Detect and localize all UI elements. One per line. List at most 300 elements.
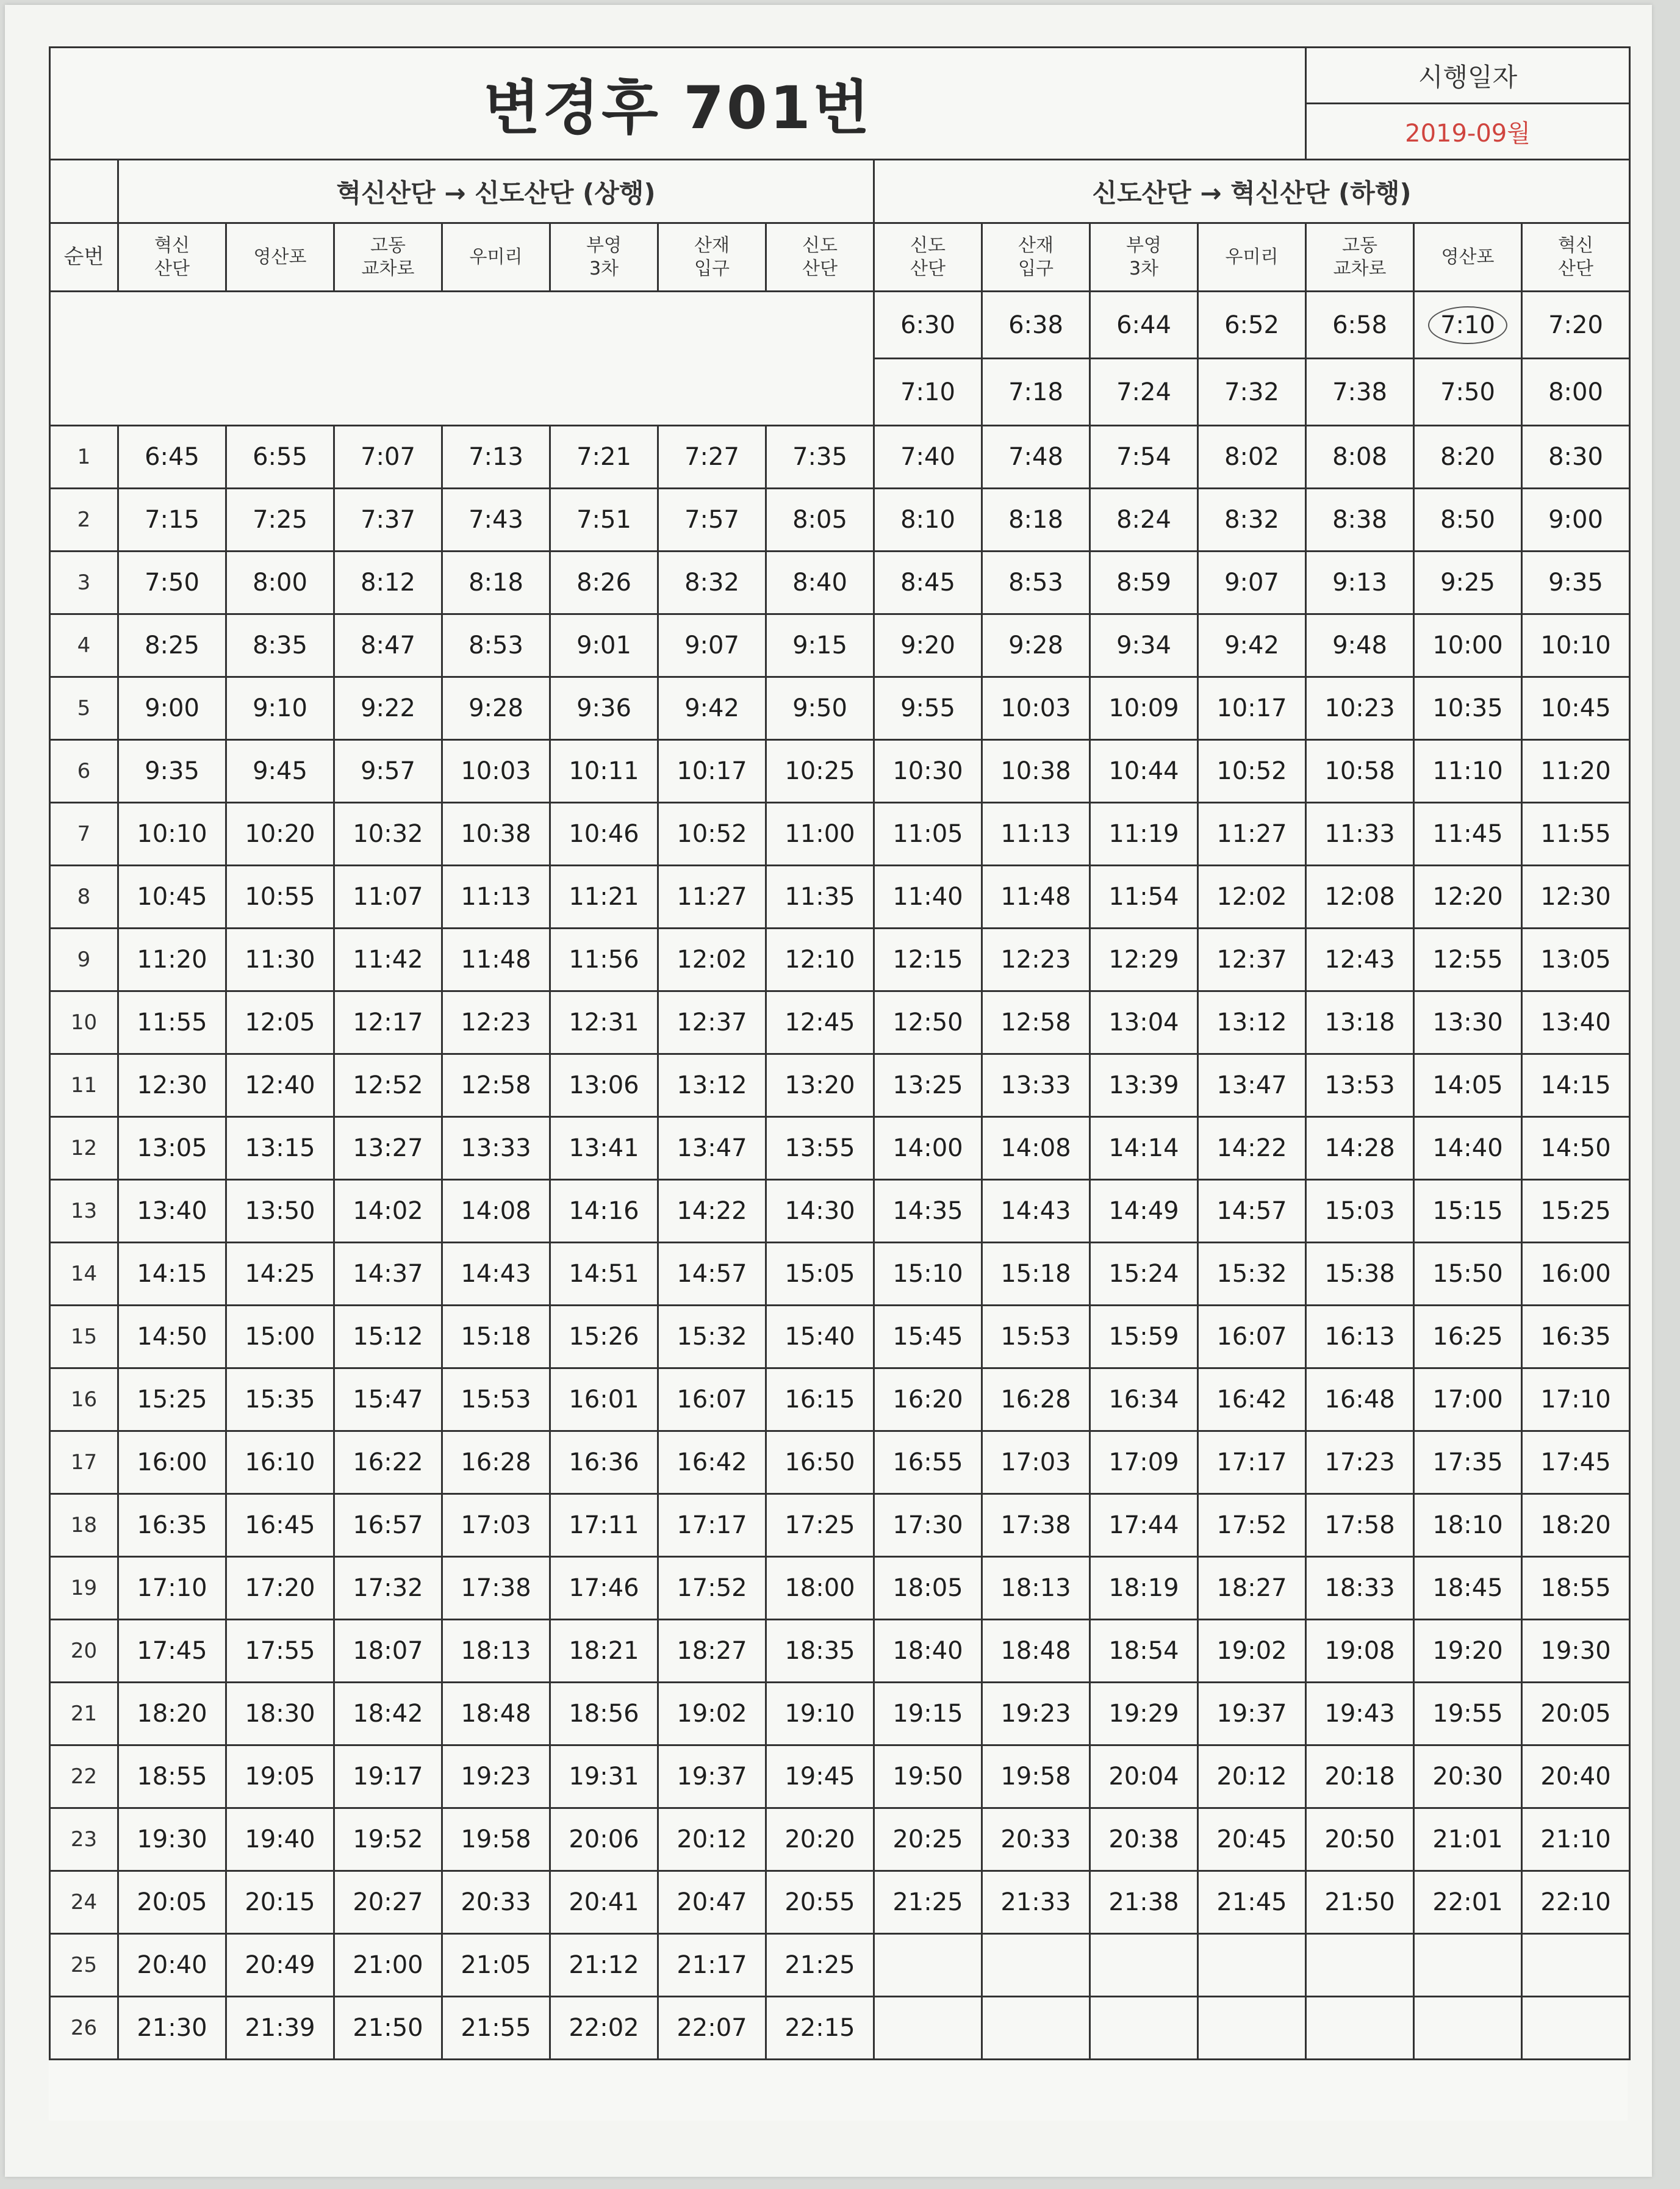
up-time-cell: 17:46: [550, 1557, 658, 1620]
down-time-cell: 14:43: [982, 1180, 1090, 1243]
up-time-cell: 17:52: [658, 1557, 766, 1620]
down-time-cell: 12:43: [1306, 929, 1414, 991]
up-time-cell: 8:26: [550, 552, 658, 614]
down-time-cell: 17:17: [1198, 1431, 1306, 1494]
up-stop-header: 고동 교차로: [334, 223, 442, 292]
down-time-cell: 12:23: [982, 929, 1090, 991]
down-time-cell: 17:03: [982, 1431, 1090, 1494]
up-time-cell: 12:45: [766, 991, 874, 1054]
up-time-cell: 10:38: [442, 803, 550, 866]
down-time-cell: 10:10: [1522, 614, 1630, 677]
up-time-cell: 10:46: [550, 803, 658, 866]
down-time-cell: 17:00: [1414, 1368, 1522, 1431]
down-time-cell: 9:00: [1522, 489, 1630, 552]
down-time-cell: 21:25: [874, 1871, 982, 1934]
down-time-cell: 6:44: [1090, 292, 1198, 359]
down-time-cell: 17:30: [874, 1494, 982, 1557]
down-time-cell: 12:20: [1414, 866, 1522, 929]
down-time-cell: 20:05: [1522, 1683, 1630, 1745]
up-time-cell: 18:13: [442, 1620, 550, 1683]
down-stop-header: 우미리: [1198, 223, 1306, 292]
down-time-cell: 16:35: [1522, 1306, 1630, 1368]
up-time-cell: 10:17: [658, 740, 766, 803]
down-time-cell: 16:48: [1306, 1368, 1414, 1431]
up-time-cell: 17:32: [334, 1557, 442, 1620]
down-time-cell: 15:18: [982, 1243, 1090, 1306]
up-time-cell: 17:17: [658, 1494, 766, 1557]
up-time-cell: 9:07: [658, 614, 766, 677]
seq-number: 1: [50, 426, 118, 489]
up-time-cell: 21:55: [442, 1997, 550, 2060]
down-time-cell: 12:08: [1306, 866, 1414, 929]
up-time-cell: 8:18: [442, 552, 550, 614]
up-time-cell: 18:48: [442, 1683, 550, 1745]
up-time-cell: 10:03: [442, 740, 550, 803]
table-row: [50, 929, 1630, 991]
down-time-cell: 14:57: [1198, 1180, 1306, 1243]
down-time-cell: 12:15: [874, 929, 982, 991]
up-time-cell: 9:50: [766, 677, 874, 740]
up-time-cell: 13:15: [226, 1117, 334, 1180]
down-time-cell: [1522, 1934, 1630, 1997]
down-time-cell: 7:20: [1522, 292, 1630, 359]
down-time-cell: 19:43: [1306, 1683, 1414, 1745]
down-time-cell: 14:00: [874, 1117, 982, 1180]
up-time-cell: 17:20: [226, 1557, 334, 1620]
down-time-cell: [1522, 1997, 1630, 2060]
down-time-cell: 8:18: [982, 489, 1090, 552]
seq-number: 13: [50, 1180, 118, 1243]
up-time-cell: 18:42: [334, 1683, 442, 1745]
down-time-cell: 6:52: [1198, 292, 1306, 359]
down-time-cell: 16:42: [1198, 1368, 1306, 1431]
up-time-cell: 17:10: [118, 1557, 226, 1620]
down-time-cell: 13:39: [1090, 1054, 1198, 1117]
seq-number: 19: [50, 1557, 118, 1620]
up-time-cell: 19:10: [766, 1683, 874, 1745]
down-time-cell: 8:45: [874, 552, 982, 614]
up-time-cell: 11:55: [118, 991, 226, 1054]
table-row: [50, 1808, 1630, 1871]
down-time-cell: 10:35: [1414, 677, 1522, 740]
up-time-cell: 10:55: [226, 866, 334, 929]
seq-number: 18: [50, 1494, 118, 1557]
up-time-cell: 8:53: [442, 614, 550, 677]
up-time-cell: 6:45: [118, 426, 226, 489]
up-time-cell: 14:57: [658, 1243, 766, 1306]
up-time-cell: 6:55: [226, 426, 334, 489]
down-time-cell: 9:55: [874, 677, 982, 740]
up-time-cell: 20:20: [766, 1808, 874, 1871]
down-stop-header: 신도 산단: [874, 223, 982, 292]
down-time-cell: 11:45: [1414, 803, 1522, 866]
table-row: [50, 489, 1630, 552]
down-time-cell: 20:33: [982, 1808, 1090, 1871]
seq-number: 23: [50, 1808, 118, 1871]
down-time-cell: 17:44: [1090, 1494, 1198, 1557]
up-time-cell: 14:02: [334, 1180, 442, 1243]
seq-number: 24: [50, 1871, 118, 1934]
table-row: [50, 1997, 1630, 2060]
up-time-cell: 19:40: [226, 1808, 334, 1871]
up-time-cell: 16:07: [658, 1368, 766, 1431]
seq-number: 6: [50, 740, 118, 803]
up-time-cell: 12:58: [442, 1054, 550, 1117]
down-time-cell: [982, 1997, 1090, 2060]
down-time-cell: 19:15: [874, 1683, 982, 1745]
table-row: [50, 614, 1630, 677]
up-time-cell: 9:15: [766, 614, 874, 677]
up-time-cell: 19:02: [658, 1683, 766, 1745]
down-time-cell: 11:54: [1090, 866, 1198, 929]
up-time-cell: 13:05: [118, 1117, 226, 1180]
bus-timetable: [49, 46, 1631, 2060]
up-time-cell: 19:31: [550, 1745, 658, 1808]
down-time-cell: 18:55: [1522, 1557, 1630, 1620]
down-time-cell: 7:10: [874, 359, 982, 426]
down-time-cell: 13:04: [1090, 991, 1198, 1054]
up-time-cell: 20:49: [226, 1934, 334, 1997]
up-time-cell: 22:15: [766, 1997, 874, 2060]
down-time-cell: 8:59: [1090, 552, 1198, 614]
up-time-cell: 7:35: [766, 426, 874, 489]
up-time-cell: 14:50: [118, 1306, 226, 1368]
down-time-cell: 21:10: [1522, 1808, 1630, 1871]
up-time-cell: 17:55: [226, 1620, 334, 1683]
table-row: [50, 1117, 1630, 1180]
down-time-cell: 19:30: [1522, 1620, 1630, 1683]
table-row: [50, 677, 1630, 740]
up-time-cell: 9:57: [334, 740, 442, 803]
up-time-cell: 13:55: [766, 1117, 874, 1180]
down-time-cell: 17:52: [1198, 1494, 1306, 1557]
down-time-cell: 10:17: [1198, 677, 1306, 740]
down-time-cell: [1414, 292, 1522, 359]
down-time-cell: 13:47: [1198, 1054, 1306, 1117]
corner-cell: [50, 160, 118, 223]
down-time-cell: 17:35: [1414, 1431, 1522, 1494]
down-time-cell: 9:35: [1522, 552, 1630, 614]
up-time-cell: 16:57: [334, 1494, 442, 1557]
up-time-cell: 11:00: [766, 803, 874, 866]
up-time-cell: 9:28: [442, 677, 550, 740]
down-time-cell: 10:38: [982, 740, 1090, 803]
up-time-cell: 7:57: [658, 489, 766, 552]
down-time-cell: 17:45: [1522, 1431, 1630, 1494]
down-time-cell: 7:38: [1306, 359, 1414, 426]
up-time-cell: 16:01: [550, 1368, 658, 1431]
up-time-cell: 10:20: [226, 803, 334, 866]
up-time-cell: 13:47: [658, 1117, 766, 1180]
down-time-cell: 11:27: [1198, 803, 1306, 866]
down-time-cell: 14:28: [1306, 1117, 1414, 1180]
down-time-cell: 17:58: [1306, 1494, 1414, 1557]
down-time-cell: 20:45: [1198, 1808, 1306, 1871]
seq-number: 3: [50, 552, 118, 614]
down-time-cell: 10:00: [1414, 614, 1522, 677]
table-row: [50, 1494, 1630, 1557]
down-time-cell: 19:02: [1198, 1620, 1306, 1683]
down-time-cell: 19:37: [1198, 1683, 1306, 1745]
seq-number: 11: [50, 1054, 118, 1117]
table-row: [50, 1306, 1630, 1368]
down-time-cell: 6:58: [1306, 292, 1414, 359]
up-time-cell: 15:18: [442, 1306, 550, 1368]
up-time-cell: 15:40: [766, 1306, 874, 1368]
up-time-cell: 20:06: [550, 1808, 658, 1871]
down-time-cell: 21:01: [1414, 1808, 1522, 1871]
up-time-cell: 21:00: [334, 1934, 442, 1997]
down-time-cell: 14:15: [1522, 1054, 1630, 1117]
table-row: [50, 740, 1630, 803]
down-time-cell: 7:40: [874, 426, 982, 489]
down-time-cell: 18:27: [1198, 1557, 1306, 1620]
down-time-cell: 10:44: [1090, 740, 1198, 803]
down-time-cell: 7:48: [982, 426, 1090, 489]
down-time-cell: 12:55: [1414, 929, 1522, 991]
down-time-cell: [874, 1934, 982, 1997]
down-time-cell: 9:34: [1090, 614, 1198, 677]
up-time-cell: 21:12: [550, 1934, 658, 1997]
up-time-cell: 13:41: [550, 1117, 658, 1180]
up-time-cell: 18:30: [226, 1683, 334, 1745]
down-time-cell: 7:50: [1414, 359, 1522, 426]
up-time-cell: 14:16: [550, 1180, 658, 1243]
down-time-cell: 18:33: [1306, 1557, 1414, 1620]
down-time-cell: 15:53: [982, 1306, 1090, 1368]
down-stop-header: 혁신 산단: [1522, 223, 1630, 292]
up-time-cell: 11:13: [442, 866, 550, 929]
up-time-cell: 9:01: [550, 614, 658, 677]
up-time-cell: 12:17: [334, 991, 442, 1054]
effective-date-label: 시행일자: [1306, 48, 1630, 104]
up-time-cell: 10:25: [766, 740, 874, 803]
down-time-cell: 15:24: [1090, 1243, 1198, 1306]
up-time-cell: 11:56: [550, 929, 658, 991]
up-time-cell: 19:05: [226, 1745, 334, 1808]
down-time-cell: 15:15: [1414, 1180, 1522, 1243]
down-time-cell: 13:12: [1198, 991, 1306, 1054]
direction-up-header: 혁신산단 → 신도산단 (상행): [118, 160, 874, 223]
up-time-cell: 21:39: [226, 1997, 334, 2060]
down-time-cell: 9:07: [1198, 552, 1306, 614]
table-row: [50, 1620, 1630, 1683]
down-time-cell: 8:32: [1198, 489, 1306, 552]
down-time-cell: 17:09: [1090, 1431, 1198, 1494]
up-time-cell: 12:30: [118, 1054, 226, 1117]
up-time-cell: 10:11: [550, 740, 658, 803]
down-time-cell: 7:32: [1198, 359, 1306, 426]
up-time-cell: 7:51: [550, 489, 658, 552]
up-time-cell: 17:45: [118, 1620, 226, 1683]
down-time-cell: 20:30: [1414, 1745, 1522, 1808]
down-time-cell: [1306, 1997, 1414, 2060]
up-time-cell: 11:27: [658, 866, 766, 929]
down-time-cell: [874, 1997, 982, 2060]
down-time-cell: 12:02: [1198, 866, 1306, 929]
down-time-cell: 9:28: [982, 614, 1090, 677]
down-time-cell: 11:48: [982, 866, 1090, 929]
up-time-cell: 13:40: [118, 1180, 226, 1243]
up-time-cell: 9:36: [550, 677, 658, 740]
down-time-cell: 8:50: [1414, 489, 1522, 552]
down-time-cell: 16:55: [874, 1431, 982, 1494]
up-time-cell: 22:07: [658, 1997, 766, 2060]
up-time-cell: 19:30: [118, 1808, 226, 1871]
up-time-cell: 15:00: [226, 1306, 334, 1368]
up-time-cell: 20:41: [550, 1871, 658, 1934]
down-time-cell: 20:50: [1306, 1808, 1414, 1871]
seq-number: 15: [50, 1306, 118, 1368]
down-time-cell: 12:58: [982, 991, 1090, 1054]
down-time-cell: 11:19: [1090, 803, 1198, 866]
up-time-cell: 10:52: [658, 803, 766, 866]
up-time-cell: 16:50: [766, 1431, 874, 1494]
down-time-cell: 9:25: [1414, 552, 1522, 614]
down-time-cell: 11:40: [874, 866, 982, 929]
table-row: [50, 1557, 1630, 1620]
up-time-cell: 15:47: [334, 1368, 442, 1431]
down-time-cell: 11:55: [1522, 803, 1630, 866]
down-time-cell: 20:40: [1522, 1745, 1630, 1808]
up-time-cell: 16:10: [226, 1431, 334, 1494]
up-time-cell: 12:37: [658, 991, 766, 1054]
up-time-cell: 18:56: [550, 1683, 658, 1745]
down-time-cell: [1090, 1997, 1198, 2060]
down-time-cell: 8:53: [982, 552, 1090, 614]
up-stop-header: 혁신 산단: [118, 223, 226, 292]
down-stop-header: 부영 3차: [1090, 223, 1198, 292]
up-time-cell: 18:35: [766, 1620, 874, 1683]
down-time-cell: 19:20: [1414, 1620, 1522, 1683]
up-time-cell: 11:42: [334, 929, 442, 991]
down-time-cell: 20:04: [1090, 1745, 1198, 1808]
table-row: [50, 1180, 1630, 1243]
up-time-cell: 16:22: [334, 1431, 442, 1494]
up-time-cell: 15:26: [550, 1306, 658, 1368]
up-time-cell: 19:23: [442, 1745, 550, 1808]
down-time-cell: 9:20: [874, 614, 982, 677]
up-time-cell: 19:52: [334, 1808, 442, 1871]
seq-number: 5: [50, 677, 118, 740]
down-time-cell: 14:22: [1198, 1117, 1306, 1180]
down-time-cell: 21:45: [1198, 1871, 1306, 1934]
down-time-cell: 15:45: [874, 1306, 982, 1368]
up-time-cell: 8:35: [226, 614, 334, 677]
table-row: [50, 552, 1630, 614]
up-time-cell: 11:20: [118, 929, 226, 991]
up-time-cell: 12:02: [658, 929, 766, 991]
up-time-cell: 7:21: [550, 426, 658, 489]
up-time-cell: 15:53: [442, 1368, 550, 1431]
up-time-cell: 21:05: [442, 1934, 550, 1997]
timetable-sheet: [5, 5, 1652, 2177]
up-time-cell: 20:12: [658, 1808, 766, 1871]
down-time-cell: 20:12: [1198, 1745, 1306, 1808]
up-time-cell: 14:25: [226, 1243, 334, 1306]
up-time-cell: 12:10: [766, 929, 874, 991]
down-time-cell: 13:53: [1306, 1054, 1414, 1117]
down-time-cell: 19:23: [982, 1683, 1090, 1745]
up-time-cell: 11:21: [550, 866, 658, 929]
down-time-cell: 19:58: [982, 1745, 1090, 1808]
table-row: [50, 1871, 1630, 1934]
up-time-cell: 11:30: [226, 929, 334, 991]
seq-number: 17: [50, 1431, 118, 1494]
table-row: [50, 1934, 1630, 1997]
up-time-cell: 11:35: [766, 866, 874, 929]
down-time-cell: 19:29: [1090, 1683, 1198, 1745]
page-title: 변경후 701번: [50, 48, 1306, 160]
down-time-cell: 18:05: [874, 1557, 982, 1620]
down-stop-header: 산재 입구: [982, 223, 1090, 292]
up-time-cell: 18:07: [334, 1620, 442, 1683]
up-time-cell: 11:07: [334, 866, 442, 929]
up-time-cell: 7:50: [118, 552, 226, 614]
up-time-cell: 19:45: [766, 1745, 874, 1808]
up-stop-header: 부영 3차: [550, 223, 658, 292]
up-time-cell: 8:47: [334, 614, 442, 677]
up-time-cell: 9:22: [334, 677, 442, 740]
up-time-cell: 12:31: [550, 991, 658, 1054]
up-time-cell: 22:02: [550, 1997, 658, 2060]
down-time-cell: 11:20: [1522, 740, 1630, 803]
up-stop-header: 영산포: [226, 223, 334, 292]
down-time-cell: 6:38: [982, 292, 1090, 359]
up-time-cell: 20:55: [766, 1871, 874, 1934]
down-time-cell: 7:54: [1090, 426, 1198, 489]
down-time-cell: 10:03: [982, 677, 1090, 740]
down-time-cell: 12:30: [1522, 866, 1630, 929]
down-time-cell: 15:03: [1306, 1180, 1414, 1243]
down-time-cell: 9:13: [1306, 552, 1414, 614]
up-time-cell: 17:25: [766, 1494, 874, 1557]
up-time-cell: 17:38: [442, 1557, 550, 1620]
direction-down-header: 신도산단 → 혁신산단 (하행): [874, 160, 1630, 223]
down-time-cell: 9:48: [1306, 614, 1414, 677]
up-time-cell: 7:43: [442, 489, 550, 552]
up-time-cell: 14:22: [658, 1180, 766, 1243]
empty-up-block: [50, 292, 874, 426]
down-time-cell: 10:45: [1522, 677, 1630, 740]
down-time-cell: 13:05: [1522, 929, 1630, 991]
down-time-cell: 10:23: [1306, 677, 1414, 740]
down-stop-header: 영산포: [1414, 223, 1522, 292]
down-stop-header: 고동 교차로: [1306, 223, 1414, 292]
up-time-cell: 12:23: [442, 991, 550, 1054]
down-time-cell: 9:42: [1198, 614, 1306, 677]
up-time-cell: 14:43: [442, 1243, 550, 1306]
up-time-cell: 13:12: [658, 1054, 766, 1117]
up-time-cell: 20:27: [334, 1871, 442, 1934]
down-time-cell: [1306, 1934, 1414, 1997]
up-time-cell: 8:00: [226, 552, 334, 614]
down-time-cell: 16:25: [1414, 1306, 1522, 1368]
up-stop-header: 우미리: [442, 223, 550, 292]
down-time-cell: 15:50: [1414, 1243, 1522, 1306]
seq-number: 16: [50, 1368, 118, 1431]
effective-date-value: 2019-09월: [1306, 104, 1630, 160]
up-time-cell: 21:17: [658, 1934, 766, 1997]
up-time-cell: 14:30: [766, 1180, 874, 1243]
up-time-cell: 16:28: [442, 1431, 550, 1494]
table-row: [50, 1243, 1630, 1306]
down-time-cell: 18:20: [1522, 1494, 1630, 1557]
down-time-cell: [1414, 1934, 1522, 1997]
down-time-cell: 14:40: [1414, 1117, 1522, 1180]
up-time-cell: 13:27: [334, 1117, 442, 1180]
up-time-cell: 7:25: [226, 489, 334, 552]
